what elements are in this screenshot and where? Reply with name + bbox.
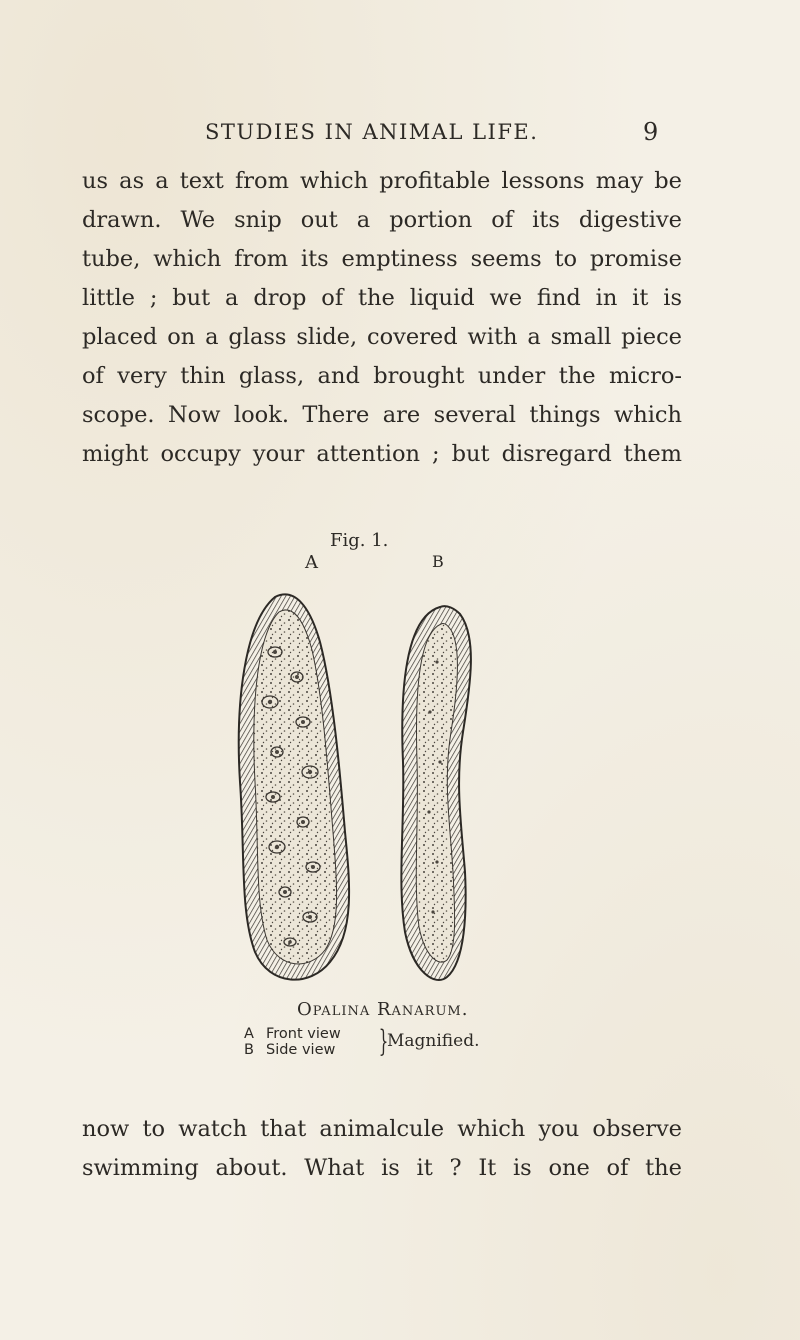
text-line: tube, which from its emptiness seems to promise: [82, 246, 682, 272]
legend-letter: A: [244, 1026, 254, 1042]
figure-caption: Opalina Ranarum.: [297, 999, 469, 1020]
figure-label-a: A: [305, 552, 318, 573]
legend-note: Magnified.: [387, 1031, 480, 1051]
text-line: scope. Now look. There are several things which: [82, 402, 682, 428]
paragraph-bottom: [82, 1110, 682, 1188]
figure-label-b: B: [432, 552, 444, 571]
text-line: swimming about. What is it ? It is one of the: [82, 1155, 682, 1181]
running-title: STUDIES IN ANIMAL LIFE.: [205, 120, 539, 144]
paragraph-top: [82, 162, 682, 474]
figure-1: [0, 530, 800, 1090]
text-line: might occupy your attention ; but disregard them: [82, 441, 682, 467]
legend-letter: B: [244, 1042, 254, 1058]
specimen-a-front-view: [239, 594, 349, 979]
figure-legend: [244, 1024, 480, 1059]
page-number: 9: [643, 118, 659, 146]
running-head: [0, 120, 800, 150]
legend-text: Front view: [266, 1026, 341, 1042]
text-line: drawn. We snip out a portion of its digestive: [82, 207, 682, 233]
text-line: us as a text from which profitable lessons may be: [82, 168, 682, 194]
text-line: of very thin glass, and brought under the micro-: [82, 363, 682, 389]
text-line: little ; but a drop of the liquid we find in it is: [82, 285, 682, 311]
legend-text: Side view: [266, 1042, 336, 1058]
legend-row-a: [244, 1026, 341, 1042]
specimen-b-side-view: [401, 606, 471, 980]
figure-title: Fig. 1.: [330, 530, 389, 551]
legend-row-b: [244, 1042, 341, 1058]
text-line: placed on a glass slide, covered with a small piece: [82, 324, 682, 350]
brace-icon: }: [378, 1024, 389, 1059]
text-line: now to watch that animalcule which you observe: [82, 1116, 682, 1142]
opalina-illustration: [215, 582, 505, 992]
